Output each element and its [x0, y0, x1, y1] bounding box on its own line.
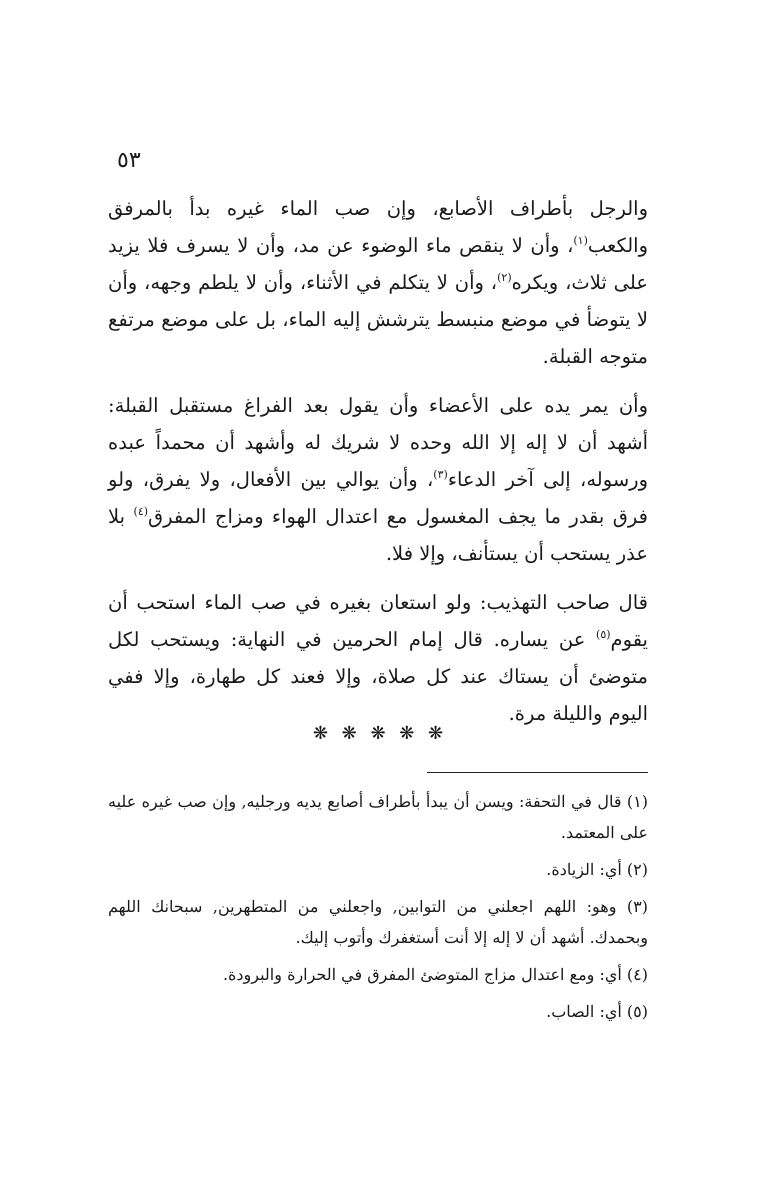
- paragraph-text: بلا عذر يستحب أن يستأنف، وإلا فلا.: [108, 505, 648, 565]
- footnotes: [108, 786, 648, 1033]
- footnote-ref: (١): [573, 234, 588, 247]
- footnote-ref: (٥): [596, 628, 611, 641]
- footnote-number: (٥): [626, 1002, 648, 1021]
- footnote: [108, 854, 648, 885]
- paragraph-text: وأن يمر يده على الأعضاء وأن يقول بعد الفراغ مستقبل القبلة: أشهد أن لا إله إلا الله وحده لا شريك له وأشهد أن محمداً عبده ورسوله، إلى آخر الدعاء: [108, 394, 648, 491]
- footnote: [108, 996, 648, 1027]
- footnote-text: وهو: اللهم اجعلني من التوابين, واجعلني من المتطهرين, سبحانك اللهم وبحمدك. أشهد أن لا إله إلا أنت أستغفرك وأتوب إليك.: [108, 897, 648, 947]
- footnote-divider: [427, 772, 648, 773]
- paragraph-text: قال صاحب التهذيب: ولو استعان بغيره في صب الماء استحب أن يقوم: [108, 591, 648, 651]
- paragraph: [108, 387, 648, 572]
- paragraph: [108, 190, 648, 375]
- paragraph-text: ، وأن لا ينقص ماء الوضوء عن مد، وأن لا يسرف فلا يزيد على ثلاث، ويكره: [108, 234, 648, 294]
- main-text: [108, 190, 648, 744]
- paragraph-text: عن يساره. قال إمام الحرمين في النهاية: ويستحب لكل متوضئ أن يستاك عند كل صلاة، وإلا فعند كل طهارة، وإلا ففي اليوم والليلة مرة.: [108, 628, 648, 725]
- footnote-text: أي: ومع اعتدال مزاج المتوضئ المفرق في الحرارة والبرودة.: [222, 965, 622, 984]
- footnote: [108, 959, 648, 990]
- page-number: ٥٣: [117, 148, 141, 173]
- paragraph-text: ، وأن لا يتكلم في الأثناء، وأن لا يلطم وجهه، وأن لا يتوضأ في موضع منبسط يترشش إليه الماء، بل على موضع مرتفع متوجه القبلة.: [108, 271, 648, 368]
- footnote-ref: (٣): [433, 468, 448, 481]
- footnote-number: (١): [626, 792, 648, 811]
- footnote-number: (٢): [626, 860, 648, 879]
- footnote-number: (٣): [626, 897, 648, 916]
- footnote: [108, 786, 648, 848]
- footnote-text: أي: الزيادة.: [546, 860, 622, 879]
- footnote-ref: (٢): [497, 271, 512, 284]
- footnote-text: أي: الصاب.: [546, 1002, 622, 1021]
- footnote-text: قال في التحفة: ويسن أن يبدأ بأطراف أصابع يديه ورجليه, وإن صب غيره عليه على المعتمد.: [108, 792, 648, 842]
- footnote-number: (٤): [626, 965, 648, 984]
- paragraph: [108, 584, 648, 732]
- paragraph-text: ، وأن يوالي بين الأفعال، ولا يفرق، ولو فرق بقدر ما يجف المغسول مع اعتدال الهواء ومزاج المفرق: [108, 468, 649, 528]
- section-ornament: ❋ ❋ ❋ ❋ ❋: [312, 723, 448, 744]
- footnote-ref: (٤): [133, 505, 149, 518]
- footnote: [108, 891, 648, 953]
- paragraph-text: والرجل بأطراف الأصابع، وإن صب الماء غيره بدأ بالمرفق والكعب: [108, 197, 648, 257]
